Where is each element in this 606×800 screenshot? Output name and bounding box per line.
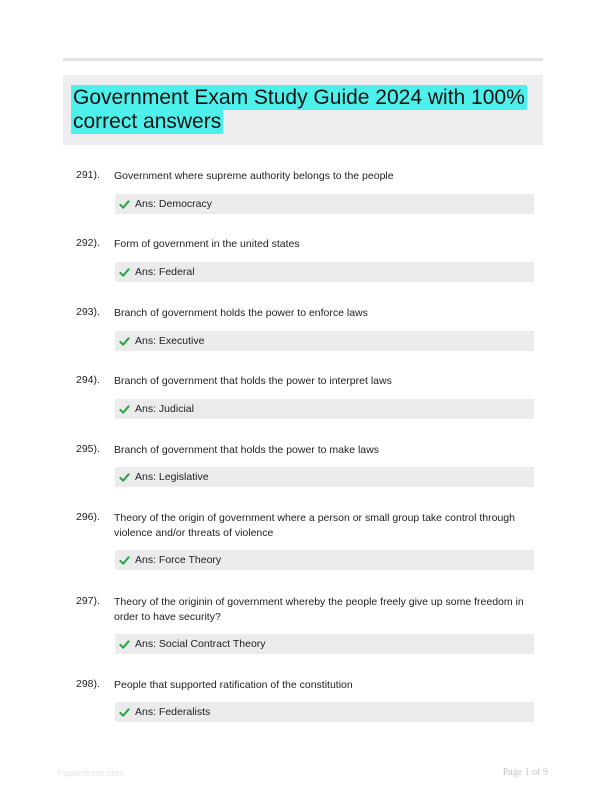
- question-text: Branch of government that holds the power to interpret laws: [114, 375, 392, 387]
- answer-text: Ans: Federalists: [135, 706, 211, 718]
- answer-text: Ans: Judicial: [135, 403, 194, 415]
- answer-box: [115, 399, 534, 419]
- answer-text: Ans: Legislative: [135, 471, 209, 483]
- checkmark-icon: [119, 472, 130, 483]
- checkmark-icon: [119, 267, 130, 278]
- question-number: 293).: [76, 306, 100, 318]
- checkmark-icon: [119, 199, 130, 210]
- checkmark-icon: [119, 639, 130, 650]
- question-text: Government where supreme authority belongs to the people: [114, 170, 394, 182]
- question-number: 296).: [76, 511, 100, 523]
- question-number: 294).: [76, 374, 100, 386]
- page-indicator: Page 1 of 9: [502, 767, 548, 778]
- answer-text: Ans: Force Theory: [135, 554, 222, 566]
- question-text: Branch of government that holds the power to make laws: [114, 444, 379, 456]
- answer-text: Ans: Executive: [135, 335, 205, 347]
- answer-box: [115, 467, 534, 487]
- answer-box: [115, 262, 534, 282]
- answer-text: Ans: Democracy: [135, 198, 213, 210]
- question-text: Theory of the originin of government whereby the people freely give up some freedom in order to have security?: [114, 596, 524, 623]
- footer-source-watermark: Paperstonic.com: [57, 768, 125, 778]
- checkmark-icon: [119, 555, 130, 566]
- question-text: Theory of the origin of government where a person or small group take control through violence and/or threats of violence: [114, 512, 515, 539]
- question-number: 298).: [76, 678, 100, 690]
- question-number: 297).: [76, 595, 100, 607]
- question-text: People that supported ratification of the constitution: [114, 679, 353, 691]
- answer-box: [115, 194, 534, 214]
- answer-box: [115, 634, 534, 654]
- question-text: Branch of government holds the power to enforce laws: [114, 307, 368, 319]
- answer-text: Ans: Social Contract Theory: [135, 638, 266, 650]
- document-title: Government Exam Study Guide 2024 with 100% correct answers: [73, 86, 525, 133]
- answer-box: [115, 331, 534, 351]
- answer-text: Ans: Federal: [135, 266, 195, 278]
- answer-box: [115, 702, 534, 722]
- question-number: 292).: [76, 237, 100, 249]
- question-number: 291).: [76, 169, 100, 181]
- question-number: 295).: [76, 443, 100, 455]
- checkmark-icon: [119, 336, 130, 347]
- checkmark-icon: [119, 707, 130, 718]
- top-divider: [63, 58, 543, 61]
- question-text: Form of government in the united states: [114, 238, 300, 250]
- checkmark-icon: [119, 404, 130, 415]
- title-block: [63, 75, 543, 145]
- answer-box: [115, 550, 534, 570]
